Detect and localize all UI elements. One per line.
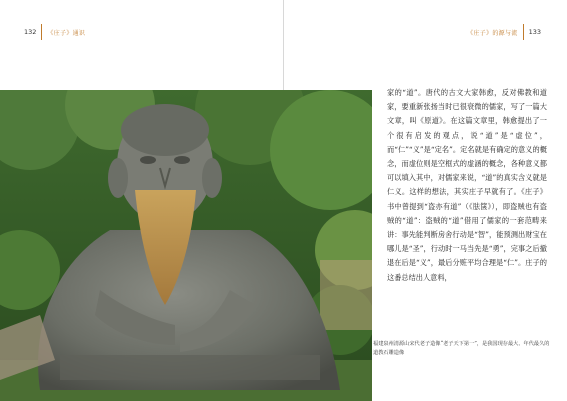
header-rule-left xyxy=(41,24,42,40)
left-page-header xyxy=(24,24,85,40)
left-page-number: 132 xyxy=(24,28,37,36)
header-rule-right xyxy=(523,24,524,40)
right-page-header xyxy=(467,24,541,40)
right-running-head: 《庄子》的源与流 xyxy=(467,29,518,37)
right-page-number: 133 xyxy=(528,28,541,36)
laozi-statue-photo xyxy=(0,90,372,401)
photo-caption: 福建泉州清源山宋代老子造像“老子天下第一”，是我国现存最大、年代最久的道教石雕造像 xyxy=(373,341,550,356)
body-text: 家的“道”。唐代的古文大家韩愈，反对佛教和道家，要重新张扬当时已很衰微的儒家，写了一篇大文章，叫《原道》。在这篇文章里，韩愈提出了一个很有启发的观点，说“道”是“虚位”，而“仁”“义”是“定名”。定名就是有确定的意义的概念，而虚位则是空框式的虚涵的概念，各种意义都可以填入其中，对儒家来说，“道”的真实含义就是仁义。这样的想法，其实庄子早就有了。《庄子》书中曾提到“盗亦有道”（《胠箧》），即盗贼也有盗贼的“道”：盗贼的“道”借用了儒家的一套范畴来讲：事先能判断房舍行动是“智”，能预测出财宝在哪儿是“圣”，行动时一马当先是“勇”，完事之后撤退在后是“义”，最后分赃平均合理是“仁”。庄子的这番总结出人意料， xyxy=(387,88,547,282)
left-running-head: 《庄子》通识 xyxy=(47,29,86,37)
